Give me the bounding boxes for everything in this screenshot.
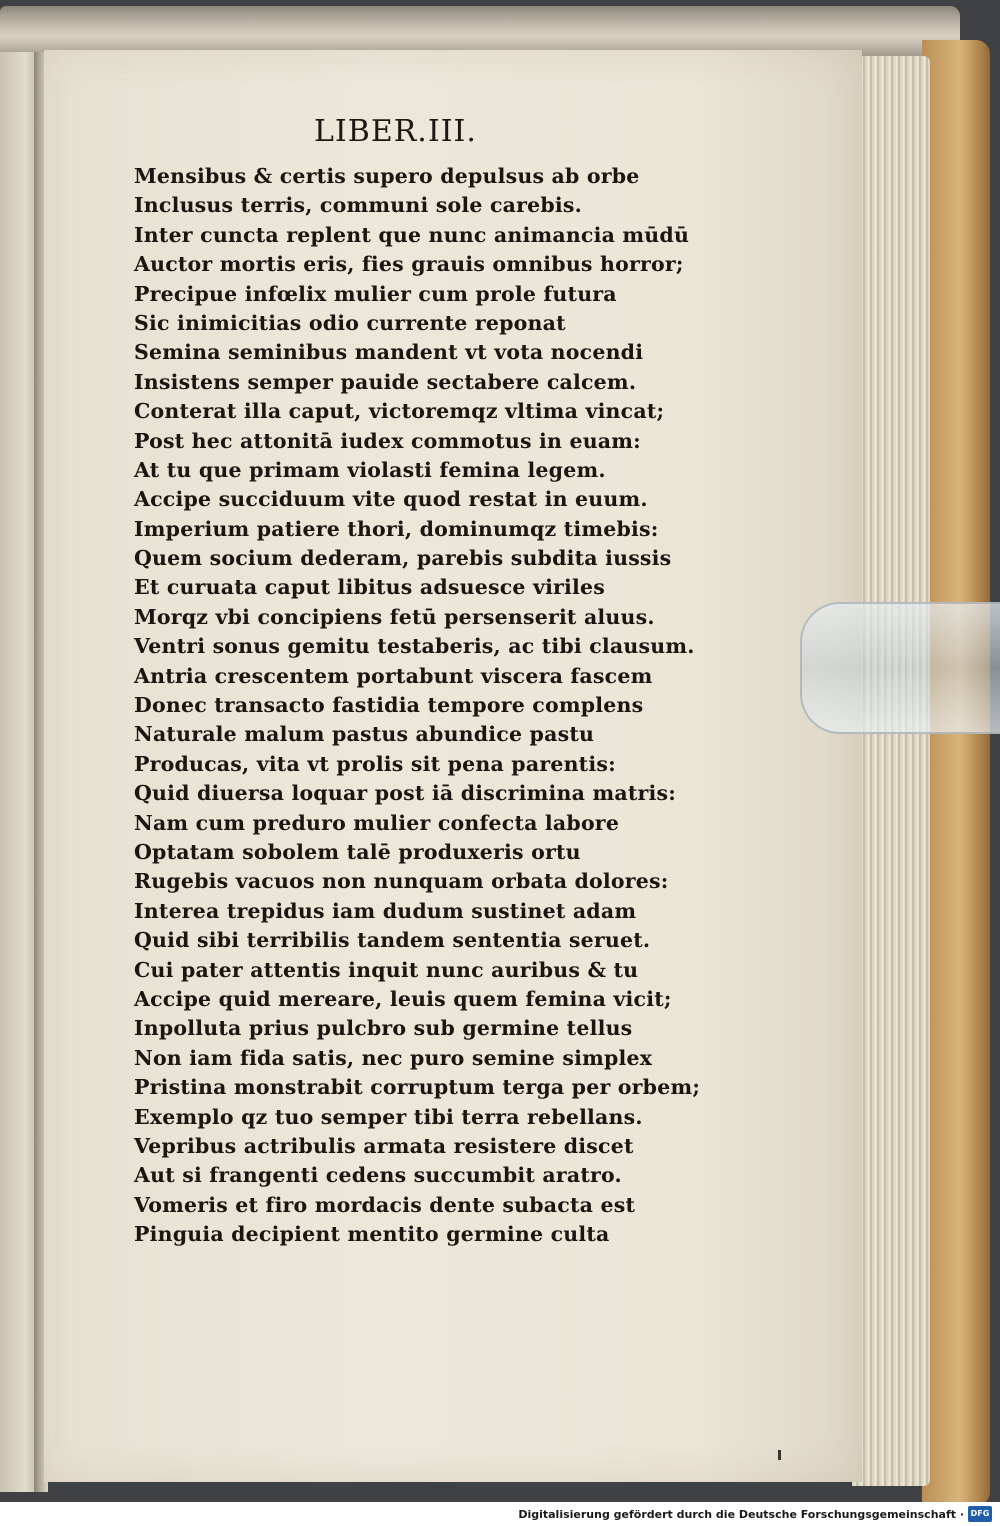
verse-line: Vomeris et firo mordacis dente subacta est	[134, 1192, 636, 1217]
verse-line: Nam cum preduro mulier confecta labore	[134, 810, 620, 835]
verse-line: Et curuata caput libitus adsuesce viriles	[134, 575, 606, 600]
verse-line: Morqz vbi concipiens fetū persenserit aluus.	[134, 604, 655, 629]
page-mark	[778, 1450, 781, 1460]
dfg-logo: DFG	[968, 1506, 992, 1522]
verse-line: Inclusus terris, communi sole carebis.	[134, 193, 582, 218]
verse-line: Aut si frangenti cedens succumbit aratro.	[134, 1163, 622, 1188]
verse-line: Imperium patiere thori, dominumqz timebis:	[134, 516, 659, 541]
page-clip	[800, 602, 1000, 734]
verse-line: Interea trepidus iam dudum sustinet adam	[134, 898, 637, 923]
verse-line: Non iam fida satis, nec puro semine simplex	[134, 1045, 653, 1070]
verse-line: Inter cuncta replent que nunc animancia mūdū	[134, 222, 690, 247]
verse-line: Precipue infœlix mulier cum prole futura	[134, 281, 617, 306]
verse-line: Post hec attonitā iudex commotus in euam:	[134, 428, 641, 453]
verse-line: At tu que primam violasti femina legem.	[134, 457, 606, 482]
funding-credit: Digitalisierung gefördert durch die Deutsche Forschungsgemeinschaft ·	[518, 1508, 964, 1521]
vellum-cover	[922, 40, 990, 1506]
verse-line: Exemplo qz tuo semper tibi terra rebellans.	[134, 1104, 643, 1129]
verse-line: Sic inimicitias odio currente reponat	[134, 310, 566, 335]
verse-line: Inpolluta prius pulcbro sub germine tellus	[134, 1016, 633, 1041]
verse-line: Donec transacto fastidia tempore complens	[134, 693, 644, 718]
verse-line: Auctor mortis eris, fies grauis omnibus horror;	[134, 252, 684, 277]
verse-line: Ventri sonus gemitu testaberis, ac tibi clausum.	[134, 634, 695, 659]
verse-line: Conterat illa caput, victoremqz vltima vincat;	[134, 399, 665, 424]
verse-line: Antria crescentem portabunt viscera fascem	[134, 663, 653, 688]
verse-line: Optatam sobolem talē produxeris ortu	[134, 839, 581, 864]
verse-lines	[134, 162, 834, 1249]
verse-line: Pinguia decipient mentito germine culta	[134, 1222, 610, 1247]
page-heading: LIBER.III.	[314, 114, 477, 149]
verse-line: Vepribus actribulis armata resistere discet	[134, 1133, 634, 1158]
verse-line: Producas, vita vt prolis sit pena parentis:	[134, 751, 616, 776]
verse-line: Mensibus & certis supero depulsus ab orbe	[134, 164, 640, 188]
book-top-edge	[0, 6, 960, 56]
verse-line: Accipe quid mereare, leuis quem femina vicit;	[134, 986, 672, 1011]
verse-line: Quem socium dederam, parebis subdita iussis	[134, 546, 672, 571]
verse-line: Rugebis vacuos non nunquam orbata dolores:	[134, 869, 669, 894]
verse-line: Insistens semper pauide sectabere calcem.	[134, 369, 637, 394]
verse-line: Naturale malum pastus abundice pastu	[134, 722, 595, 747]
verse-line: Cui pater attentis inquit nunc auribus & tu	[134, 957, 639, 982]
verse-line: Pristina monstrabit corruptum terga per orbem;	[134, 1075, 701, 1100]
verse-line: Semina seminibus mandent vt vota nocendi	[134, 340, 644, 365]
verse-line: Quid sibi terribilis tandem sententia seruet.	[134, 928, 651, 953]
verse-line: Accipe succiduum vite quod restat in euum.	[134, 487, 648, 512]
page-edges	[852, 56, 930, 1486]
verse-line: Quid diuersa loquar post iā discrimina matris:	[134, 781, 677, 806]
